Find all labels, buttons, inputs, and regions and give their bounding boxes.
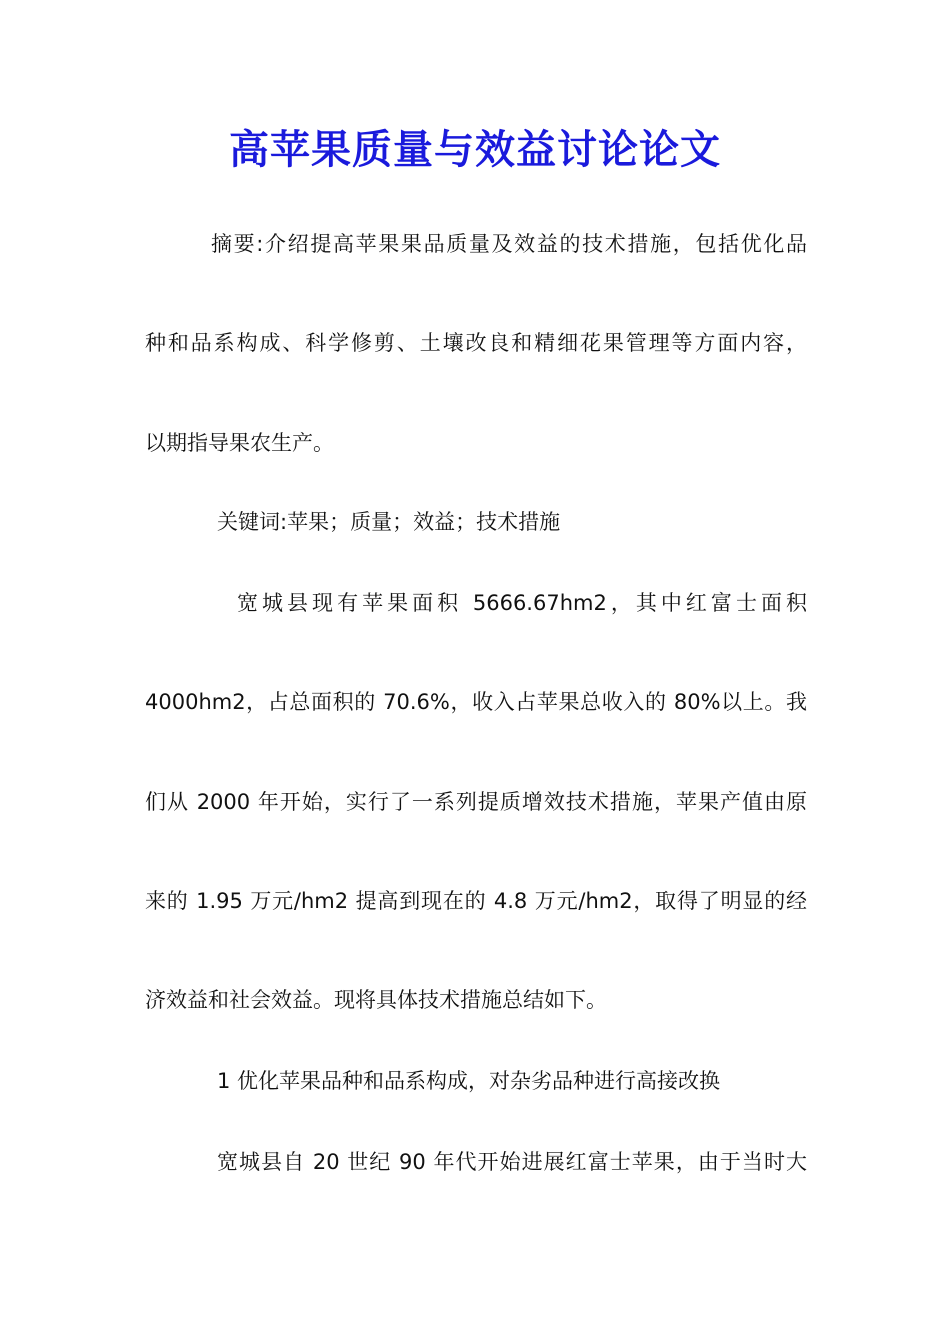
paragraph-1-line-1: 宽城县现有苹果面积 5666.67hm2，其中红富士面积 <box>237 591 807 615</box>
paragraph-1-line-4: 来的 1.95 万元/hm2 提高到现在的 4.8 万元/hm2，取得了明显的经 <box>145 889 807 913</box>
document-title: 高苹果质量与效益讨论论文 <box>229 126 721 173</box>
paragraph-2-line-1: 宽城县自 20 世纪 90 年代开始进展红富士苹果，由于当时大 <box>217 1150 807 1174</box>
keywords-line: 关键词:苹果；质量；效益；技术措施 <box>217 510 561 534</box>
abstract-line-3: 以期指导果农生产。 <box>145 431 334 455</box>
abstract-line-2: 种和品系构成、科学修剪、土壤改良和精细花果管理等方面内容， <box>145 331 807 355</box>
paragraph-1-line-5: 济效益和社会效益。现将具体技术措施总结如下。 <box>145 988 607 1012</box>
abstract-line-1: 摘要:介绍提高苹果果品质量及效益的技术措施，包括优化品 <box>211 232 807 256</box>
section-1-heading: 1 优化苹果品种和品系构成，对杂劣品种进行高接改换 <box>217 1069 721 1093</box>
paragraph-1-line-3: 们从 2000 年开始，实行了一系列提质增效技术措施，苹果产值由原 <box>145 790 807 814</box>
paragraph-1-line-2: 4000hm2，占总面积的 70.6%，收入占苹果总收入的 80%以上。我 <box>145 690 807 714</box>
